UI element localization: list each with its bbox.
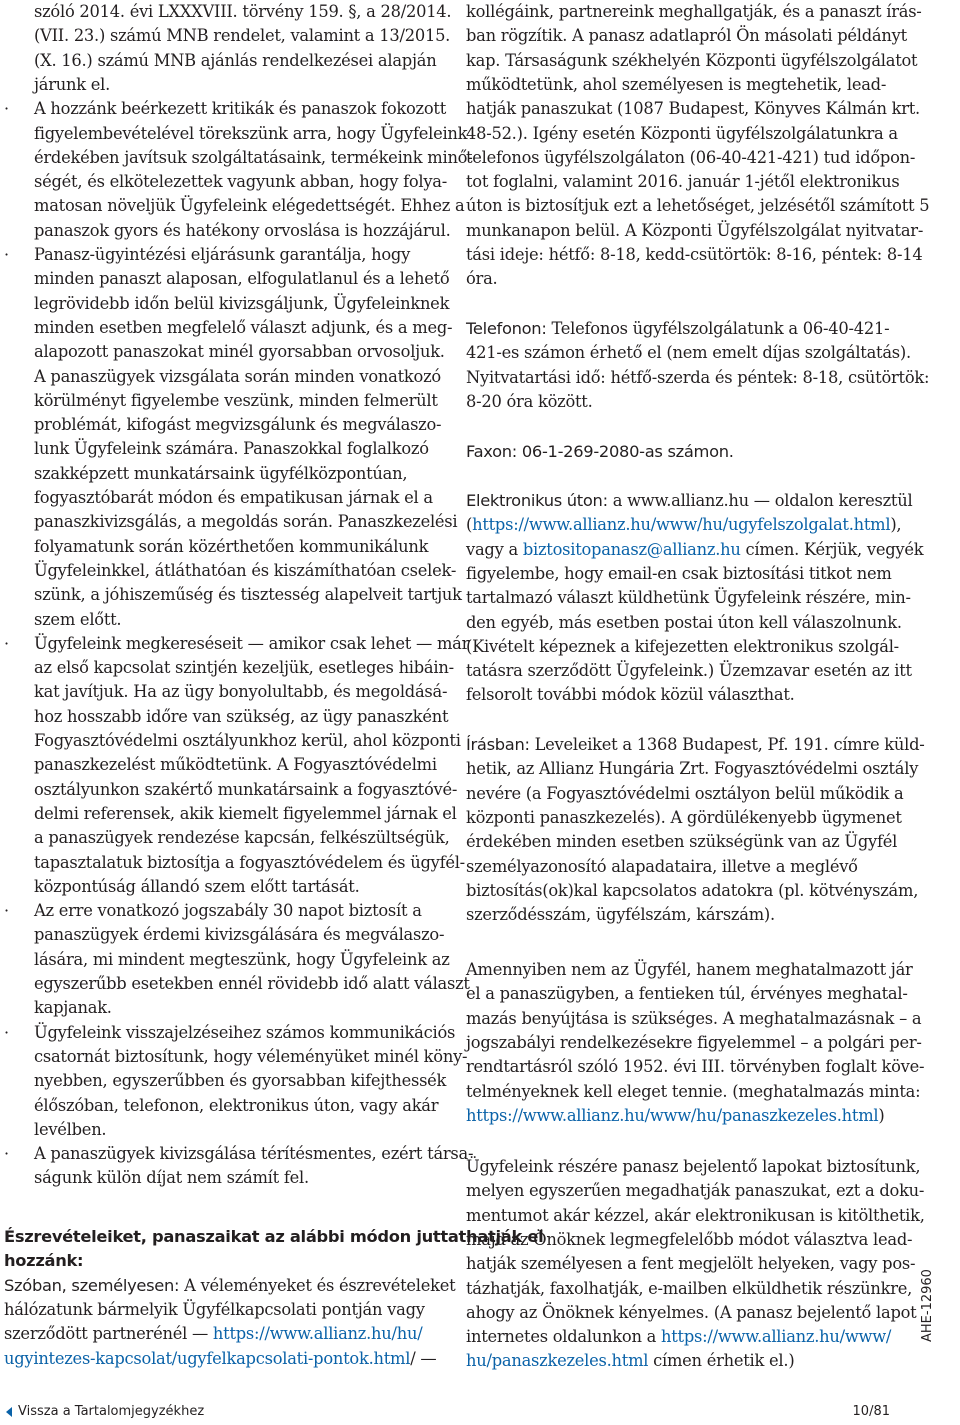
bullet-line: nyebben, egyszerűbben és gyorsabban kifejthessék xyxy=(34,1071,447,1091)
bullet-line: panaszkezelést működtetünk. A Fogyasztóvédelmi xyxy=(34,755,437,775)
personal-text: A véleményeket és észrevételeket xyxy=(179,1275,456,1295)
mail-line xyxy=(466,830,897,854)
phone-label: Telefonon: xyxy=(466,319,547,338)
proxy-text: ) xyxy=(878,1105,885,1125)
bullet-line: Ügyfeleink visszajelzéseihez számos kommunikációs xyxy=(34,1022,456,1042)
bullet-line: ségét, és elkötelezettek vagyunk abban, hogy folya- xyxy=(34,172,448,192)
form-line: ahogy az Önöknek kényelmes. (A panasz bejelentő lapot xyxy=(466,1302,917,1322)
bullet-line: fogyasztóbarát módon és empatikusan járnak el a xyxy=(34,488,433,507)
service-line: 48-52.). Igény esetén Központi ügyfélszolgálatunkra a xyxy=(466,123,898,143)
form-line xyxy=(466,1349,794,1373)
bullet-line: Panasz-ügyintézési eljárásunk garantálja, hogy xyxy=(34,245,411,264)
bullet-line: hoz hosszabb időre van szükség, az ügy panaszként xyxy=(34,706,449,726)
bullet-line: a panaszügyek rendezése kapcsán, felkészültségük, xyxy=(34,828,450,848)
service-line: munkanapon belül. A Központi Ügyfélszolgálat nyitvatar- xyxy=(466,220,924,240)
bullet-line: csatornát biztosítunk, hogy véleményüket minél köny- xyxy=(34,1046,468,1066)
personal-label: Szóban, személyesen: xyxy=(4,1275,180,1295)
intro-line: járunk el. xyxy=(34,74,111,94)
phone-line xyxy=(466,317,889,341)
back-arrow-icon xyxy=(6,1407,12,1417)
service-line: hatják panaszukat (1087 Budapest, Könyves Kálmán krt. xyxy=(466,99,920,119)
online-line: (Kivételt képeznek a kifejezetten elektronikus szolgál- xyxy=(466,636,899,656)
proxy-line: el a panaszügyben, a fentieken túl, érvényes meghatal- xyxy=(466,984,908,1004)
bullet-line: panaszkivizsgálás, a megoldás során. Panaszkezelési xyxy=(34,512,458,532)
service-line: tot foglalni, valamint 2016. január 1-jétől elektronikus xyxy=(466,172,900,192)
service-line: óra. xyxy=(466,269,498,289)
page-number: 10/81 xyxy=(852,1404,890,1419)
bullet-line: A panaszügyek vizsgálata során minden vonatkozó xyxy=(34,366,441,386)
bullet-line: minden panaszt alaposan, elfogulatlanul és a lehető xyxy=(34,269,450,289)
bullet-marker: · xyxy=(4,99,10,119)
form-line xyxy=(466,1325,891,1349)
mail-line xyxy=(466,782,903,806)
bullet-marker: · xyxy=(4,901,10,921)
mail-line xyxy=(466,855,858,879)
bullet-line: panaszügyek érdemi kivizsgálására és megválaszo- xyxy=(34,925,445,945)
fax-text: 06-1-269-2080-as számon. xyxy=(516,442,734,461)
complaint-form-link[interactable]: https://www.allianz.hu/www/ xyxy=(661,1327,892,1347)
customer-service-link[interactable]: https://www.allianz.hu/www/hu/ugyfelszolgalat.html xyxy=(472,515,891,535)
bullet-line: tapasztalatuk biztosítja a fogyasztóvédelem és ügyfél- xyxy=(34,852,465,872)
complaint-form-link[interactable]: hu/panaszkezeles.html xyxy=(466,1351,649,1371)
personal-line xyxy=(4,1347,436,1371)
contact-heading: hozzánk: xyxy=(4,1251,84,1271)
bullet-line: A panaszügyek kivizsgálása térítésmentes, ezért társa- xyxy=(34,1144,474,1164)
personal-text: hálózatunk bármelyik Ügyfélkapcsolati pontján vagy xyxy=(4,1299,425,1319)
contact-heading: Észrevételeiket, panaszaikat az alábbi módon juttathatják el xyxy=(4,1227,544,1246)
contact-points-link[interactable]: https://www.allianz.hu/hu/ xyxy=(212,1324,423,1344)
bullet-line: alapozott panaszokat minél gyorsabban orvosoljuk. xyxy=(34,342,445,362)
personal-text: szerződött partnerénél — xyxy=(4,1324,213,1344)
bullet-line: központúság állandó szem előtt tartását. xyxy=(34,876,360,896)
contact-points-link[interactable]: ugyintezes-kapcsolat/ugyfelkapcsolati-pontok.html xyxy=(4,1348,411,1368)
bullet-line: panaszok gyors és hatékony orvoslása is hozzájárul. xyxy=(34,220,451,240)
personal-text: / — xyxy=(410,1348,437,1368)
intro-line: (X. 16.) számú MNB ajánlás rendelkezései alapján xyxy=(34,50,437,70)
proxy-line: mazás benyújtása is szükséges. A meghatalmazásnak – a xyxy=(466,1008,922,1028)
bullet-line: osztályunkon szakértő munkatársaink a fogyasztóvé- xyxy=(34,779,458,799)
bullet-line: Ügyfeleink megkereséseit — amikor csak lehet — már xyxy=(34,633,470,653)
online-line: felsorolt további módok közül választhat. xyxy=(466,685,795,705)
form-line: tázhatják, faxolhatják, e-mailben elküldhetik részünkre, xyxy=(466,1278,913,1298)
bullet-line: minden esetben megfelelő választ adjunk, és a meg- xyxy=(34,317,453,337)
online-line: figyelembe, hogy email-en csak biztosítási titkot nem xyxy=(466,563,892,583)
bullet-line: Az erre vonatkozó jogszabály 30 napot biztosít a xyxy=(34,901,422,921)
mail-line xyxy=(466,903,775,927)
proxy-line: jogszabályi rendelkezésekre figyelemmel – a polgári per- xyxy=(466,1032,922,1052)
online-line: tatásra szerződött Ügyfeleink.) Üzemzavar esetén az itt xyxy=(466,661,912,681)
proxy-line: Amennyiben nem az Ügyfél, hanem meghatalmazott jár xyxy=(466,960,913,979)
back-to-toc-label: Vissza a Tartalomjegyzékhez xyxy=(18,1404,205,1419)
service-line: telefonos ügyfélszolgálaton (06-40-421-421) tud időpon- xyxy=(466,147,916,167)
bullet-line: érdekében javítsuk szolgáltatásaink, termékeink minő- xyxy=(34,147,473,167)
form-line: majd az Önöknek legmegfelelőbb módot választva lead- xyxy=(466,1229,913,1249)
online-line: den egyéb, más esetben postai úton kell válaszolnunk. xyxy=(466,612,902,632)
mail-text: Leveleiket a 1368 Budapest, Pf. 191. címre küld- xyxy=(529,735,925,754)
mail-label: Írásban: xyxy=(466,735,530,754)
bullet-line: kapjanak. xyxy=(34,998,112,1018)
bullet-line: szünk, a jóhiszeműség és tisztesség alapelveit tartjuk xyxy=(34,585,462,605)
online-text: ), xyxy=(890,515,902,535)
online-line xyxy=(466,513,901,537)
service-line: tási ideje: hétfő: 8-18, kedd-csütörtök: 8-16, péntek: 8-14 xyxy=(466,245,923,264)
fax-label: Faxon: xyxy=(466,442,517,461)
fax-line xyxy=(466,440,734,464)
bullet-line: delmi referensek, akik kiemelt figyelemmel járnak el xyxy=(34,803,457,823)
online-line xyxy=(466,538,923,562)
proxy-line: telményeknek kell eleget tennie. (meghatalmazás minta: xyxy=(466,1081,921,1101)
service-line: kollégáink, partnereink meghallgatják, és a panaszt írás- xyxy=(466,2,922,21)
service-line: kap. Társaságunk székhelyén Központi ügyfélszolgálatot xyxy=(466,50,918,70)
bullet-line: matosan növeljük Ügyfeleink elégedettségét. Ehhez a xyxy=(34,196,465,216)
phone-text: 8-20 óra között. xyxy=(466,391,593,411)
online-line: tartalmazó választ küldhetünk Ügyfeleink részére, min- xyxy=(466,588,911,608)
online-line xyxy=(466,489,912,513)
online-text: címen. Kérjük, vegyék xyxy=(740,539,924,559)
form-line: Ügyfeleink részére panasz bejelentő lapokat biztosítunk, xyxy=(466,1157,921,1176)
bullet-line: élőszóban, telefonon, elektronikus úton, vagy akár xyxy=(34,1095,439,1115)
mail-text: hetik, az Allianz Hungária Zrt. Fogyasztóvédelmi osztály xyxy=(466,759,919,779)
online-text: ( xyxy=(466,515,473,535)
personal-line xyxy=(4,1298,425,1322)
personal-line xyxy=(4,1322,422,1346)
service-line: ban rögzítik. A panasz adatlapról Ön másolati példányt xyxy=(466,26,907,46)
mail-text: szerződésszám, ügyfélszám, kárszám). xyxy=(466,905,775,925)
form-line: mentumot akár kézzel, akár elektronikusan is kitölthetik, xyxy=(466,1205,925,1225)
form-text: internetes oldalunkon a xyxy=(466,1327,662,1347)
mail-text: központi panaszkezelés). A gördülékenyebb ügymenet xyxy=(466,807,902,827)
mail-text: nevére (a Fogyasztóvédelmi osztályon belül működik a xyxy=(466,783,904,803)
form-line: melyen egyszerűen megadhatják panaszukat, ezt a doku- xyxy=(466,1181,925,1201)
bullet-line: kat javítjuk. Ha az ügy bonyolultabb, és megoldásá- xyxy=(34,682,448,702)
bullet-marker: · xyxy=(4,1144,10,1164)
bullet-line: problémát, kifogást megvizsgálunk és megválaszo- xyxy=(34,415,442,435)
bullet-line: lunk Ügyfeleink számára. Panaszokkal foglalkozó xyxy=(34,439,429,459)
bullet-line: folyamatunk során közérthetően kommunikálunk xyxy=(34,536,429,556)
form-text: címen érhetik el.) xyxy=(648,1351,795,1371)
bullet-line: ságunk külön díjat nem számít fel. xyxy=(34,1168,309,1188)
form-line: hatják személyesen a fent megjelölt helyeken, vagy pos- xyxy=(466,1254,916,1274)
bullet-line: Fogyasztóvédelmi osztályunkhoz kerül, ahol központi xyxy=(34,731,461,750)
document-code: AHE-12960 xyxy=(920,1269,935,1342)
service-line: úton is biztosítjuk ezt a lehetőséget, jelzésétől számított 5 xyxy=(466,196,930,216)
bullet-marker: · xyxy=(4,1022,10,1042)
proxy-line xyxy=(466,1104,884,1128)
bullet-line: Ügyfeleinkkel, átláthatóan és kiszámíthatóan cselek- xyxy=(34,560,457,580)
bullet-marker: · xyxy=(4,633,10,653)
proxy-line: rendtartásról szóló 1952. évi III. törvényben foglalt köve- xyxy=(466,1057,925,1077)
phone-text: Telefonos ügyfélszolgálatunk a 06-40-421- xyxy=(546,319,890,338)
bullet-line: körülményt figyelembe veszünk, minden felmerült xyxy=(34,390,438,410)
mail-line xyxy=(466,733,925,757)
mail-text: biztosítás(ok)kal kapcsolatos adatokra (pl. kötvényszám, xyxy=(466,880,919,900)
service-line: működtetünk, ahol személyesen is megtehetik, lead- xyxy=(466,74,887,94)
phone-line xyxy=(466,341,911,365)
bullet-line: szakképzett munkatársaink ügyfélközpontúan, xyxy=(34,463,408,483)
proxy-form-link[interactable]: https://www.allianz.hu/www/hu/panaszkezeles.html xyxy=(466,1105,879,1125)
online-text: vagy a xyxy=(466,539,523,559)
back-to-toc-link[interactable] xyxy=(6,1404,204,1419)
bullet-line: A hozzánk beérkezett kritikák és panaszok fokozott xyxy=(34,99,447,119)
intro-line: (VII. 23.) számú MNB rendelet, valamint a 13/2015. xyxy=(34,26,451,46)
bullet-line: figyelembevételével törekszünk arra, hogy Ügyfeleink xyxy=(34,123,468,143)
complaint-email-link[interactable]: biztositopanasz@allianz.hu xyxy=(522,539,741,559)
phone-text: Nyitvatartási idő: hétfő-szerda és péntek: 8-18, csütörtök: xyxy=(466,367,930,387)
bullet-marker: · xyxy=(4,245,10,264)
phone-line xyxy=(466,390,593,414)
mail-line xyxy=(466,757,918,781)
bullet-line: legrövidebb időn belül kivizsgáljunk, Ügyfeleinknek xyxy=(34,293,450,313)
bullet-line: szem előtt. xyxy=(34,609,122,629)
bullet-line: egyszerűbb esetekben ennél rövidebb idő alatt választ xyxy=(34,974,470,993)
personal-line xyxy=(4,1274,455,1298)
online-label: Elektronikus úton: xyxy=(466,491,608,510)
phone-line xyxy=(466,366,929,390)
bullet-line: lására, mi mindent megteszünk, hogy Ügyfeleink az xyxy=(34,949,450,969)
mail-line xyxy=(466,806,902,830)
mail-text: érdekében minden esetben szükségünk van az Ügyfél xyxy=(466,832,898,852)
mail-text: személyazonosító alapadataira, illetve a meglévő xyxy=(466,856,858,876)
bullet-line: levélben. xyxy=(34,1119,107,1139)
mail-line xyxy=(466,879,918,903)
intro-line: szóló 2014. évi LXXXVIII. törvény 159. §, a 28/2014. xyxy=(34,2,452,21)
phone-text: 421-es számon érhető el (nem emelt díjas szolgáltatás). xyxy=(466,343,911,363)
online-text: a www.allianz.hu — oldalon keresztül xyxy=(607,491,913,510)
bullet-line: az első kapcsolat szintjén kezeljük, esetleges hibáin- xyxy=(34,658,454,678)
